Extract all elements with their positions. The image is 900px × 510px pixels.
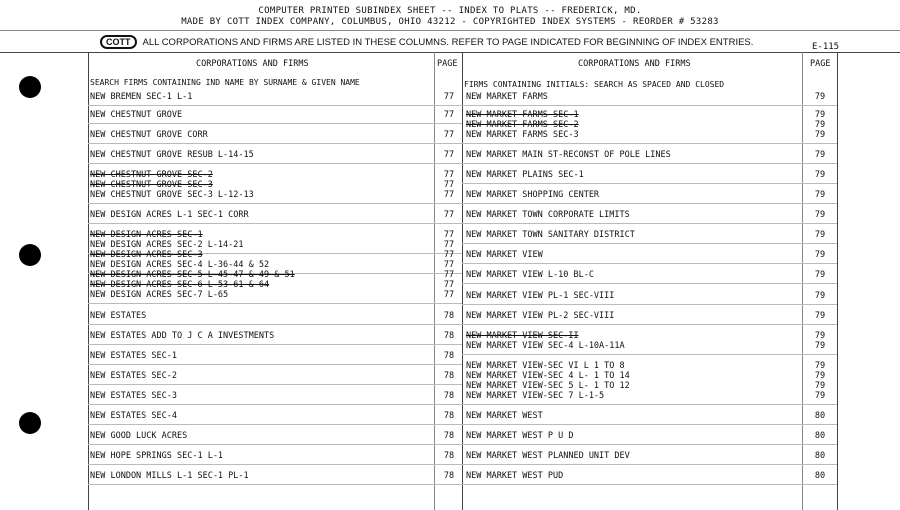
right-entry-name: NEW MARKET VIEW-SEC 7 L-1-5 [466,391,605,401]
left-entry-name: NEW ESTATES SEC-2 [90,371,177,381]
left-row-divider [88,424,462,425]
left-row-divider [88,444,462,445]
left-entry-name: NEW CHESTNUT GROVE SEC-3 L-12-13 [90,190,254,200]
left-row-divider [88,404,462,405]
right-entry-page: 79 [814,361,826,371]
right-entry-page: 79 [814,341,826,351]
left-entry-name: NEW DESIGN ACRES SEC-3 [90,250,203,260]
right-entry-name: NEW MARKET VIEW PL-1 SEC-VIII [466,291,615,301]
right-entry-page: 79 [814,291,826,301]
right-row-divider [462,143,837,144]
binder-hole [19,76,41,98]
left-entry-name: NEW ESTATES [90,311,147,321]
left-entry-page: 78 [443,451,455,461]
right-row-divider [462,163,837,164]
left-entry-page: 77 [443,130,455,140]
right-entry-page: 79 [814,120,826,130]
right-row-divider [462,464,837,465]
right-row-divider [462,324,837,325]
left-entry-name: NEW DESIGN ACRES SEC-6 L-53-61 & 64 [90,280,270,290]
left-row-divider [88,123,462,124]
right-entry-page: 80 [814,451,826,461]
left-entry-name: NEW DESIGN ACRES SEC-4 L-36-44 & 52 [90,260,270,270]
left-entry-page: 77 [443,260,455,270]
right-row-divider [462,223,837,224]
right-entry-name: NEW MARKET PLAINS SEC-1 [466,170,584,180]
right-entry-page: 80 [814,471,826,481]
left-entry-name: NEW ESTATES ADD TO J C A INVESTMENTS [90,331,275,341]
right-row-divider [462,283,837,284]
left-row-divider [88,464,462,465]
right-row-divider [462,263,837,264]
left-subheading: SEARCH FIRMS CONTAINING IND NAME BY SURNAME & GIVEN NAME [90,78,360,87]
binder-hole [19,244,41,266]
left-entry-page: 78 [443,311,455,321]
left-entry-page: 77 [443,110,455,120]
right-subheading: FIRMS CONTAINING INITIALS: SEARCH AS SPACED AND CLOSED [464,80,725,89]
right-entry-page: 79 [814,311,826,321]
right-row-divider [462,404,837,405]
right-row-divider [462,203,837,204]
left-entry-page: 78 [443,471,455,481]
right-entry-page: 79 [814,381,826,391]
left-entry-name: NEW DESIGN ACRES L-1 SEC-1 CORR [90,210,249,220]
right-row-divider [462,105,837,106]
left-entry-page: 77 [443,280,455,290]
right-entry-name: NEW MARKET TOWN CORPORATE LIMITS [466,210,630,220]
left-entry-name: NEW LONDON MILLS L-1 SEC-1 PL-1 [90,471,249,481]
right-entry-page: 79 [814,391,826,401]
binder-hole [19,412,41,434]
right-row-divider [462,424,837,425]
right-entry-name: NEW MARKET VIEW-SEC VI L 1 TO 8 [466,361,625,371]
left-entry-page: 77 [443,270,455,280]
right-entry-page: 79 [814,150,826,160]
right-entry-page: 79 [814,230,826,240]
notice-text: ALL CORPORATIONS AND FIRMS ARE LISTED IN THESE COLUMNS. REFER TO PAGE INDICATED FOR BEGINNING OF INDEX ENTRIES. [142,37,754,48]
right-entry-name: NEW MARKET VIEW-SEC 5 L- 1 TO 12 [466,381,630,391]
left-row-divider [88,105,462,106]
left-entry-page: 77 [443,170,455,180]
left-row-divider [88,223,462,224]
left-entry-page: 77 [443,250,455,260]
right-entry-page: 79 [814,190,826,200]
right-entry-name: NEW MARKET SHOPPING CENTER [466,190,600,200]
left-row-divider [88,163,462,164]
right-entry-name: NEW MARKET FARMS [466,92,548,102]
right-entry-name: NEW MARKET VIEW L-10 BL-C [466,270,594,280]
left-entry-page: 78 [443,411,455,421]
right-entry-name: NEW MARKET WEST P U D [466,431,574,441]
left-row-divider [88,344,462,345]
right-entry-name: NEW MARKET VIEW [466,250,543,260]
left-entry-name: NEW DESIGN ACRES SEC-5 L-45-47 & 49 & 51 [90,270,295,280]
left-entry-page: 78 [443,431,455,441]
left-entry-page: 77 [443,240,455,250]
right-entry-name: NEW MARKET WEST PUD [466,471,564,481]
right-entry-name: NEW MARKET VIEW SEC-II [466,331,579,341]
right-entry-page: 79 [814,92,826,102]
left-row-divider [88,384,462,385]
right-row-divider [462,243,837,244]
header-line-1: COMPUTER PRINTED SUBINDEX SHEET -- INDEX TO PLATS -- FREDERICK, MD. [258,6,642,16]
left-row-divider [88,203,462,204]
rule [0,30,900,31]
right-entry-name: NEW MARKET WEST PLANNED UNIT DEV [466,451,630,461]
left-entry-name: NEW DESIGN ACRES SEC-1 [90,230,203,240]
right-entry-name: NEW MARKET TOWN SANITARY DISTRICT [466,230,635,240]
left-entry-name: NEW CHESTNUT GROVE SEC-3 [90,180,213,190]
left-entry-page: 78 [443,391,455,401]
right-row-divider [462,444,837,445]
left-entry-page: 78 [443,371,455,381]
right-entry-page: 80 [814,411,826,421]
left-entry-page: 78 [443,331,455,341]
sheet-code: E-115 [812,42,840,52]
right-row-divider [462,183,837,184]
left-entry-page: 77 [443,180,455,190]
right-entry-name: NEW MARKET FARMS SEC-1 [466,110,579,120]
right-entry-page: 79 [814,270,826,280]
right-entry-name: NEW MARKET VIEW SEC-4 L-10A-11A [466,341,625,351]
left-row-divider [88,364,462,365]
left-entry-page: 77 [443,210,455,220]
right-entry-page: 79 [814,130,826,140]
left-entry-name: NEW ESTATES SEC-1 [90,351,177,361]
left-entry-page: 77 [443,92,455,102]
left-row-divider [88,484,462,485]
right-entry-page: 79 [814,170,826,180]
left-entry-page: 77 [443,290,455,300]
cott-logo: COTT [100,35,137,49]
rule [0,52,900,53]
right-entry-page: 79 [814,371,826,381]
left-entry-name: NEW GOOD LUCK ACRES [90,431,188,441]
left-entry-name: NEW ESTATES SEC-4 [90,411,177,421]
notice [100,35,753,49]
right-entry-page: 79 [814,250,826,260]
left-entry-page: 78 [443,351,455,361]
left-page-header: PAGE [437,59,458,69]
left-entry-name: NEW DESIGN ACRES SEC-2 L-14-21 [90,240,244,250]
right-entry-name: NEW MARKET VIEW-SEC 4 L- 1 TO 14 [466,371,630,381]
left-row-divider [88,324,462,325]
column-divider [88,52,89,510]
header-line-2: MADE BY COTT INDEX COMPANY, COLUMBUS, OHIO 43212 - COPYRIGHTED INDEX SYSTEMS - REORDER # 53283 [181,17,719,27]
right-entry-name: NEW MARKET WEST [466,411,543,421]
right-row-divider [462,304,837,305]
left-entry-name: NEW HOPE SPRINGS SEC-1 L-1 [90,451,224,461]
left-entry-page: 77 [443,190,455,200]
right-entry-name: NEW MARKET FARMS SEC-3 [466,130,579,140]
right-entry-page: 79 [814,210,826,220]
left-entry-name: NEW DESIGN ACRES SEC-7 L-65 [90,290,229,300]
right-entry-name: NEW MARKET MAIN ST-RECONST OF POLE LINES [466,150,671,160]
right-page-header: PAGE [810,59,831,69]
left-entry-name: NEW CHESTNUT GROVE RESUB L-14-15 [90,150,254,160]
right-entry-name: NEW MARKET VIEW PL-2 SEC-VIII [466,311,615,321]
left-entry-name: NEW ESTATES SEC-3 [90,391,177,401]
left-column-title: CORPORATIONS AND FIRMS [196,59,309,69]
right-entry-name: NEW MARKET FARMS SEC-2 [466,120,579,130]
right-entry-page: 79 [814,331,826,341]
right-row-divider [462,484,837,485]
right-column-title: CORPORATIONS AND FIRMS [578,59,691,69]
left-entry-name: NEW CHESTNUT GROVE [90,110,183,120]
left-entry-page: 77 [443,150,455,160]
right-entry-page: 79 [814,110,826,120]
left-row-divider [88,143,462,144]
left-row-divider [88,303,462,304]
left-entry-name: NEW CHESTNUT GROVE CORR [90,130,208,140]
left-entry-page: 77 [443,230,455,240]
left-entry-name: NEW CHESTNUT GROVE SEC-2 [90,170,213,180]
left-entry-name: NEW BREMEN SEC-1 L-1 [90,92,193,102]
right-row-divider [462,354,837,355]
right-entry-page: 80 [814,431,826,441]
